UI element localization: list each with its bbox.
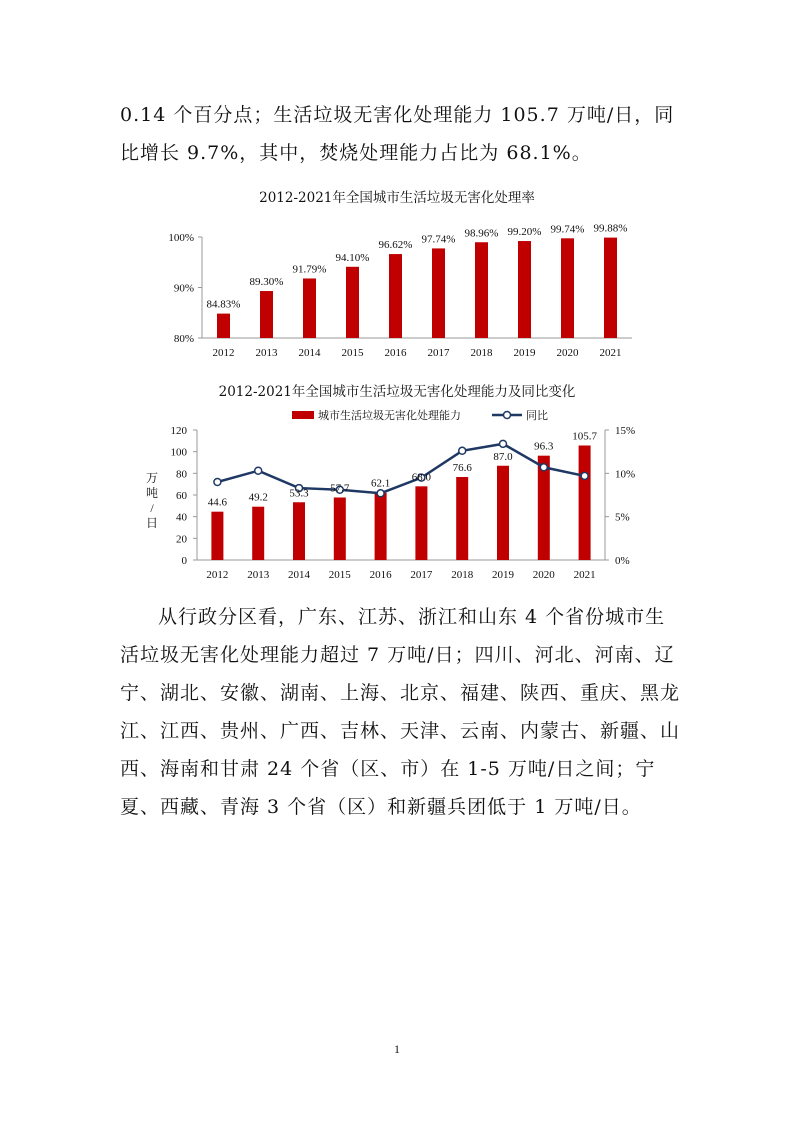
x-tick-label: 2013 [247,569,270,581]
bar [475,242,488,338]
chart-treatment-rate [0,210,794,370]
legend-marker [504,412,511,419]
y-tick-label: 80 [176,468,187,481]
data-label: 89.30% [249,276,284,289]
line-marker [459,447,466,454]
y-tick-label: 90% [173,282,194,295]
line-marker [540,464,547,471]
data-label: 99.88% [593,222,628,235]
x-tick-label: 2016 [384,347,407,359]
line-marker [377,490,384,497]
y2-tick-label: 15% [615,425,636,437]
y-tick-label: 100 [170,446,187,459]
bar [303,278,316,338]
y-axis-title-char: 日 [145,516,159,530]
bar [432,248,445,338]
data-label: 44.6 [207,496,228,509]
page-number: 1 [394,1042,400,1056]
bar [211,512,223,560]
x-tick-label: 2018 [451,569,474,581]
data-label: 94.10% [335,251,370,264]
legend-label-bar: 城市生活垃圾无害化处理能力 [318,410,461,422]
x-tick-label: 2021 [573,569,596,581]
data-label: 76.6 [452,462,472,475]
y2-tick-label: 10% [615,468,636,481]
series-line-yoy [217,444,584,493]
y-tick-label: 120 [170,425,187,437]
x-tick-label: 2014 [298,347,321,359]
x-tick-label: 2012 [212,347,235,359]
bar [293,502,305,560]
line-marker [214,479,221,486]
data-label: 96.62% [378,239,413,252]
bar [252,507,264,560]
bar [334,497,346,560]
x-tick-label: 2012 [206,569,229,581]
x-tick-label: 2021 [599,347,622,359]
y-tick-label: 20 [176,533,187,546]
x-tick-label: 2015 [328,569,351,581]
data-label: 99.20% [507,226,542,239]
data-label: 96.3 [534,440,554,453]
bar [415,486,427,560]
data-label: 62.1 [370,477,391,490]
line-marker [500,440,507,447]
y2-tick-label: 5% [615,511,630,524]
x-tick-label: 2014 [288,569,310,581]
legend-swatch-bar [292,411,314,419]
data-label: 99.74% [550,223,585,236]
y-tick-label: 100% [168,232,194,244]
line-marker [581,472,588,479]
bar [497,466,509,560]
legend [292,408,548,422]
x-tick-label: 2015 [341,347,364,359]
y-axis-title-char: / [150,501,154,515]
x-tick-label: 2019 [513,347,536,359]
data-label: 105.7 [572,430,597,443]
legend-label-line: 同比 [526,410,548,422]
paragraph-intro: 0.14 个百分点；生活垃圾无害化处理能力 105.7 万吨/日，同比增长 9.7%，其中，焚烧处理能力占比为 68.1%。 [120,104,675,164]
bar [389,254,402,338]
chart2-title: 2012-2021年全国城市生活垃圾无害化处理能力及同比变化 [218,384,576,400]
data-label: 84.83% [206,298,241,311]
bar [260,291,273,338]
x-tick-label: 2020 [532,569,555,581]
data-label: 57.7 [330,482,350,495]
y-tick-label: 0 [181,555,187,567]
x-tick-label: 2013 [255,347,278,359]
data-label: 53.3 [289,487,309,500]
bar [346,267,359,338]
x-tick-label: 2019 [492,569,514,581]
bar [375,493,387,560]
chart-treatment-capacity [0,402,794,582]
y-axis-title-char: 万 [145,471,159,485]
data-label: 91.79% [292,263,327,276]
data-label: 98.96% [464,227,499,240]
y-axis-title-char: 吨 [145,486,159,500]
data-label: 68.0 [411,471,432,484]
y2-tick-label: 0% [615,555,630,567]
data-label: 97.74% [421,233,456,246]
y-tick-label: 80% [173,333,194,345]
bar [561,238,574,338]
x-tick-label: 2020 [556,347,579,359]
chart1-title: 2012-2021年全国城市生活垃圾无害化处理率 [259,190,535,206]
line-marker [255,467,262,474]
data-label: 49.2 [248,491,268,504]
bar [217,314,230,338]
x-tick-label: 2018 [470,347,493,359]
bar [518,241,531,338]
x-tick-label: 2017 [410,569,433,581]
data-label: 87.0 [493,450,513,463]
x-tick-label: 2017 [427,347,450,359]
y-tick-label: 40 [176,511,187,524]
y-tick-label: 60 [176,490,187,502]
x-tick-label: 2016 [369,569,392,581]
bar [456,477,468,560]
bar [604,238,617,338]
paragraph-regional: 从行政分区看，广东、江苏、浙江和山东 4 个省份城市生活垃圾无害化处理能力超过 7 万吨/日；四川、河北、河南、辽宁、湖北、安徽、湖南、上海、北京、福建、陕西、重庆、黑龙江、江西、贵州、广西、吉林、天津、云南、内蒙古、新疆、山西、海南和甘肃 24 个省（区、市）在 1-5 万吨/日之间；宁夏、西藏、青海 3 个省（区）和新疆兵团低于 1 万吨/日。 [120,606,681,818]
bar [579,445,591,560]
